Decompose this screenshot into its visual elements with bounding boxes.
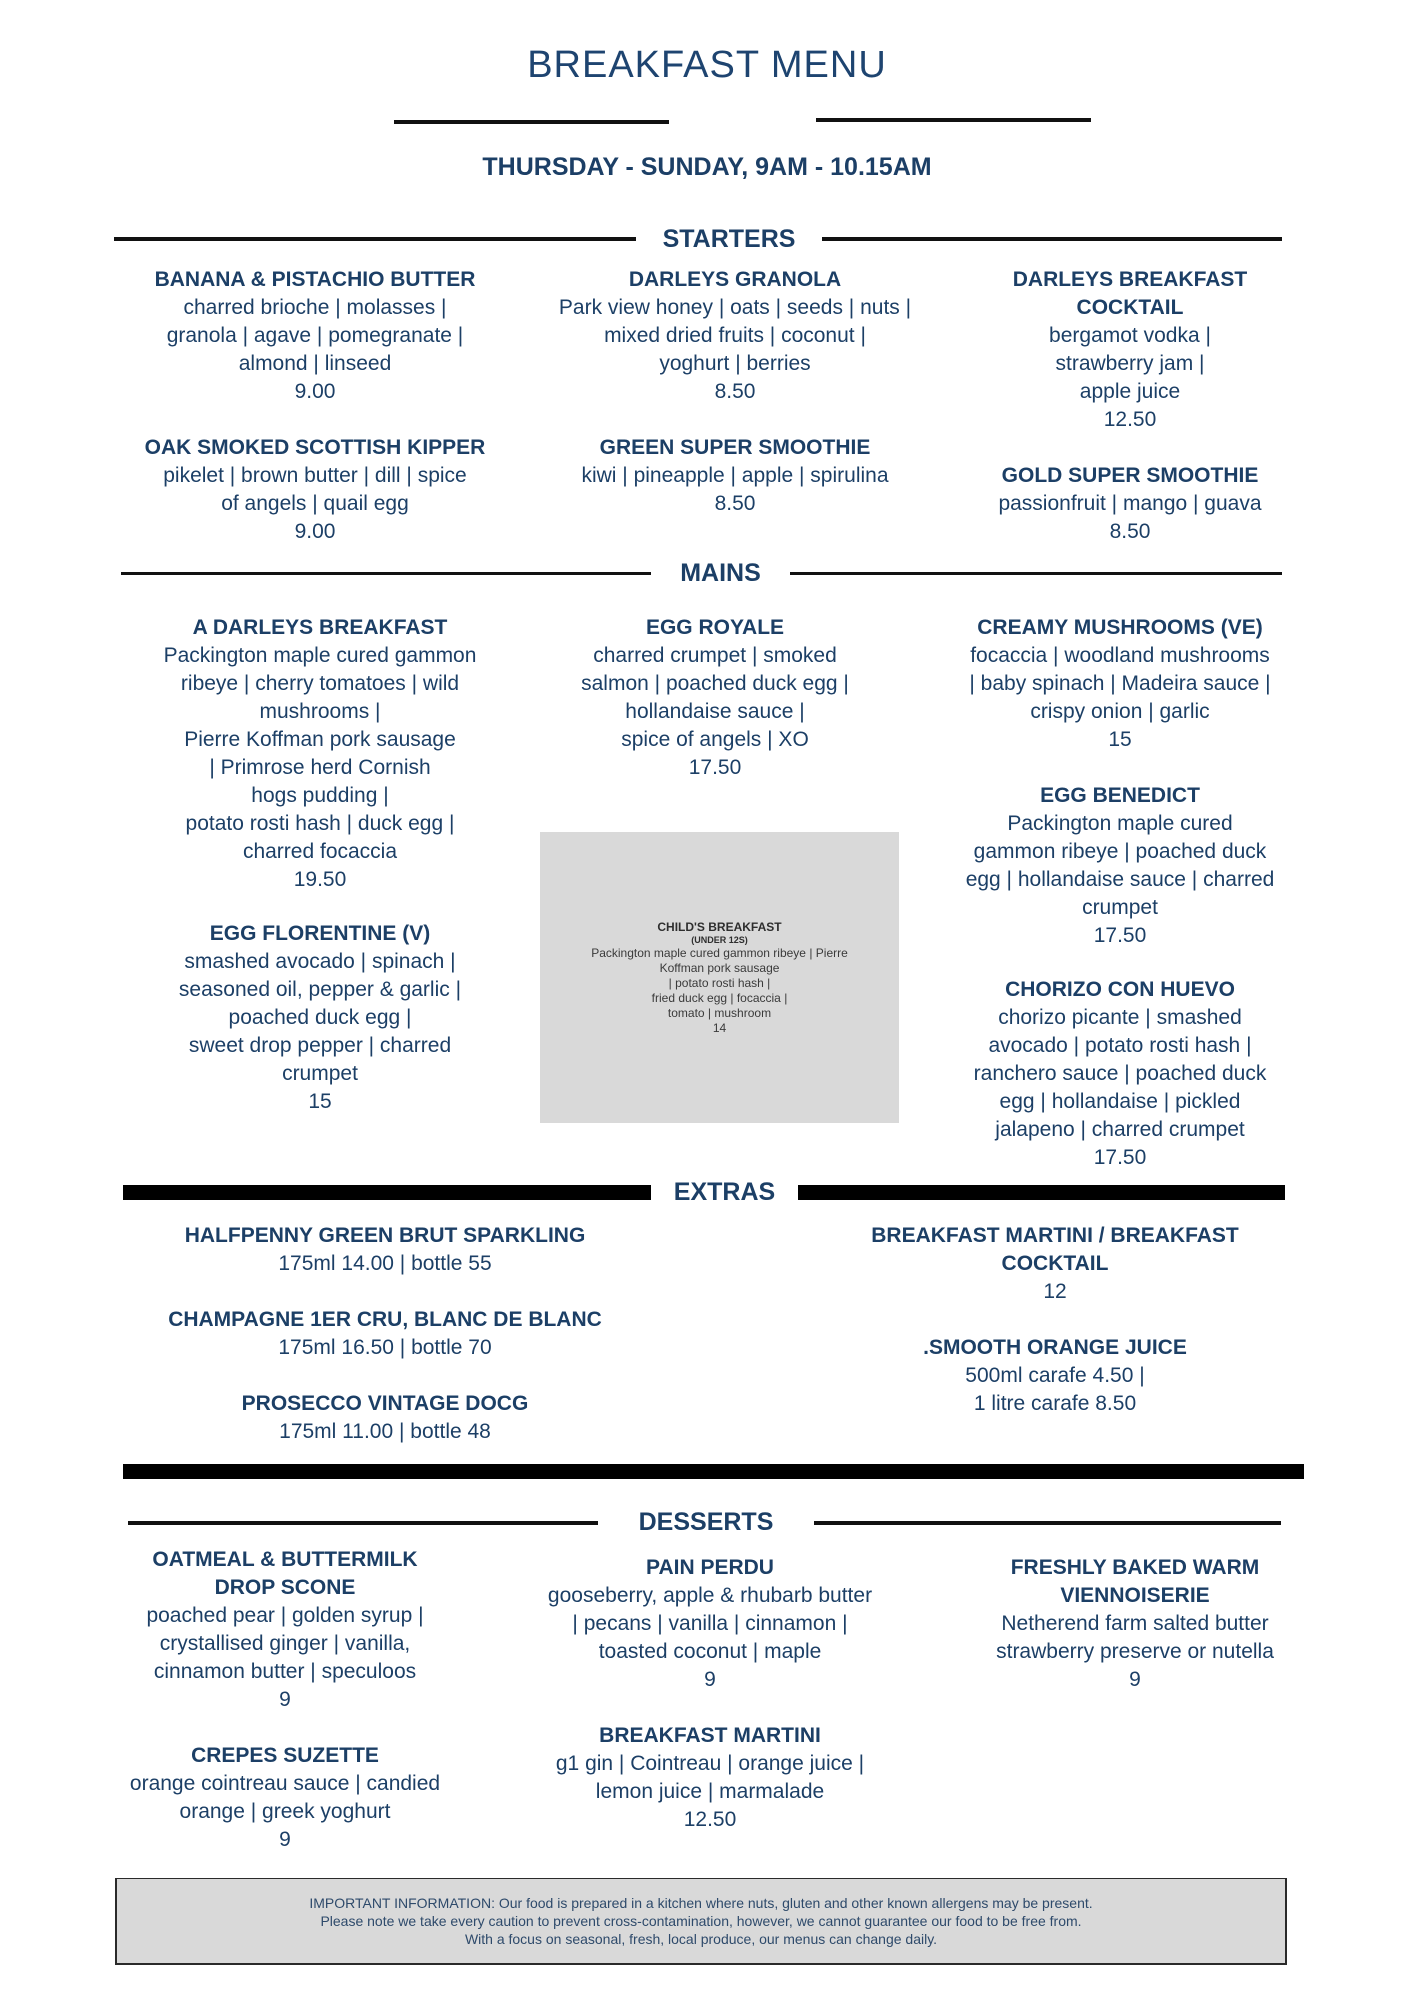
item-description: smashed avocado | spinach | seasoned oil, pepper & garlic | poached duck egg | sweet drop pepper | charred crumpet	[178, 950, 462, 1085]
menu-item	[810, 1334, 1300, 1418]
menu-item	[520, 266, 950, 406]
item-price: 17.50	[688, 756, 742, 779]
item-age-note: (UNDER 12S)	[691, 934, 748, 945]
item-description: Packington maple cured gammon ribeye | poached duck egg | hollandaise sauce | charred crumpet	[965, 812, 1275, 919]
item-name: BREAKFAST MARTINI	[599, 1724, 821, 1747]
menu-item	[915, 614, 1325, 754]
item-name: DARLEYS BREAKFAST COCKTAIL	[1012, 268, 1248, 319]
mains-rule-right	[790, 572, 1282, 575]
item-price: 15	[1108, 728, 1132, 751]
menu-item	[505, 1722, 915, 1834]
item-description: Packington maple cured gammon ribeye | cherry tomatoes | wild mushrooms | Pierre Koffman pork sausage | Primrose herd Cornish hogs pudding | potato rosti hash | duck egg | charred focaccia	[163, 644, 477, 863]
extras-bottom-rule	[123, 1464, 1304, 1479]
allergen-info-box	[115, 1878, 1287, 1965]
menu-item	[530, 614, 900, 782]
item-description: 12	[1043, 1280, 1067, 1303]
menu-item	[115, 1306, 655, 1362]
menu-item	[110, 614, 530, 894]
starters-rule-left	[114, 237, 636, 241]
childs-breakfast-box	[540, 832, 899, 1123]
desserts-rule-left	[128, 1521, 598, 1525]
item-name: .SMOOTH ORANGE JUICE	[923, 1336, 1187, 1359]
item-name: CREAMY MUSHROOMS (VE)	[977, 616, 1263, 639]
extras-rule-left	[123, 1185, 651, 1200]
item-name: PAIN PERDU	[646, 1556, 774, 1579]
menu-item	[95, 1546, 475, 1714]
item-description: Netherend farm salted butter strawberry preserve or nutella	[996, 1612, 1274, 1663]
item-price: 12.50	[683, 1808, 737, 1831]
item-name: EGG BENEDICT	[1040, 784, 1200, 807]
mains-rule-left	[121, 572, 651, 575]
item-price: 9	[1129, 1668, 1141, 1691]
menu-item	[940, 266, 1320, 434]
item-description: gooseberry, apple & rhubarb butter | pecans | vanilla | cinnamon | toasted coconut | maple	[547, 1584, 873, 1663]
item-price: 9	[279, 1688, 291, 1711]
item-description: 175ml 14.00 | bottle 55	[278, 1252, 492, 1275]
item-name: BANANA & PISTACHIO BUTTER	[154, 268, 476, 291]
item-name: DARLEYS GRANOLA	[628, 268, 842, 291]
item-name: CHAMPAGNE 1ER CRU, BLANC DE BLANC	[168, 1308, 602, 1331]
item-price: 15	[308, 1090, 332, 1113]
item-name: BREAKFAST MARTINI / BREAKFAST COCKTAIL	[871, 1224, 1239, 1275]
item-name: EGG FLORENTINE (V)	[209, 922, 431, 945]
item-name: A DARLEYS BREAKFAST	[192, 616, 448, 639]
section-heading-extras: EXTRAS	[673, 1178, 776, 1206]
title-divider-right	[816, 118, 1091, 122]
item-name: PROSECCO VINTAGE DOCG	[241, 1392, 529, 1415]
item-description: charred brioche | molasses | granola | agave | pomegranate | almond | linseed	[166, 296, 464, 375]
item-name: OATMEAL & BUTTERMILK DROP SCONE	[152, 1548, 418, 1599]
menu-item	[105, 434, 525, 546]
menu-item	[115, 1390, 655, 1446]
item-price: 17.50	[1093, 924, 1147, 947]
item-name: EGG ROYALE	[645, 616, 785, 639]
menu-item	[115, 1222, 655, 1278]
menu-item	[105, 266, 525, 406]
extras-rule-right	[798, 1185, 1285, 1200]
item-description: chorizo picante | smashed avocado | potato rosti hash | ranchero sauce | poached duck egg | hollandaise | pickled jalapeno | charred crumpet	[973, 1006, 1267, 1141]
title-divider-left	[394, 120, 669, 124]
item-name: OAK SMOKED SCOTTISH KIPPER	[144, 436, 486, 459]
menu-item	[915, 976, 1325, 1172]
item-price: 9	[704, 1668, 716, 1691]
menu-item	[85, 1742, 485, 1854]
allergen-info-line: Please note we take every caution to prevent cross-contamination, however, we cannot guarantee our food to be free from.	[320, 1913, 1082, 1929]
item-description: pikelet | brown butter | dill | spice of angels | quail egg	[163, 464, 467, 515]
item-description: charred crumpet | smoked salmon | poached duck egg | hollandaise sauce | spice of angels | XO	[581, 644, 849, 751]
item-name: FRESHLY BAKED WARM VIENNOISERIE	[1010, 1556, 1260, 1607]
allergen-info-line: IMPORTANT INFORMATION: Our food is prepared in a kitchen where nuts, gluten and other known allergens may be present.	[309, 1895, 1093, 1911]
item-description: Park view honey | oats | seeds | nuts | mixed dried fruits | coconut | yoghurt | berries	[558, 296, 912, 375]
item-price: 9	[279, 1828, 291, 1851]
item-description: kiwi | pineapple | apple | spirulina	[581, 464, 889, 487]
item-name: CREPES SUZETTE	[191, 1744, 379, 1767]
item-name: CHILD'S BREAKFAST	[657, 919, 782, 934]
item-description: bergamot vodka | strawberry jam | apple juice	[1049, 324, 1211, 403]
item-description: Packington maple cured gammon ribeye | Pierre Koffman pork sausage | potato rosti hash | fried duck egg | focaccia | tomato | mushroom	[591, 945, 848, 1020]
item-name: GREEN SUPER SMOOTHIE	[599, 436, 871, 459]
item-description: g1 gin | Cointreau | orange juice | lemon juice | marmalade	[555, 1752, 865, 1803]
item-description: focaccia | woodland mushrooms | baby spinach | Madeira sauce | crispy onion | garlic	[969, 644, 1271, 723]
menu-item	[915, 782, 1325, 950]
item-name: GOLD SUPER SMOOTHIE	[1001, 464, 1259, 487]
item-price: 12.50	[1103, 408, 1157, 431]
menu-item	[520, 434, 950, 518]
item-description: passionfruit | mango | guava	[998, 492, 1262, 515]
menu-item	[505, 1554, 915, 1694]
item-price: 9.00	[294, 520, 336, 543]
item-price: 8.50	[1109, 520, 1151, 543]
item-description: 500ml carafe 4.50 | 1 litre carafe 8.50	[965, 1364, 1145, 1415]
allergen-info-line: With a focus on seasonal, fresh, local produce, our menus can change daily.	[464, 1931, 938, 1947]
item-description: poached pear | golden syrup | crystallised ginger | vanilla, cinnamon butter | speculoos	[146, 1604, 424, 1683]
item-price: 9.00	[294, 380, 336, 403]
item-description: orange cointreau sauce | candied orange | greek yoghurt	[129, 1772, 441, 1823]
item-description: 175ml 11.00 | bottle 48	[279, 1420, 491, 1443]
section-heading-desserts: DESSERTS	[638, 1508, 774, 1536]
menu-item	[950, 1554, 1320, 1694]
item-price: 14	[712, 1020, 727, 1035]
item-price: 17.50	[1093, 1146, 1147, 1169]
service-hours: THURSDAY - SUNDAY, 9AM - 10.15AM	[482, 153, 932, 181]
item-name: HALFPENNY GREEN BRUT SPARKLING	[184, 1224, 586, 1247]
starters-rule-right	[822, 237, 1282, 241]
item-description: 175ml 16.50 | bottle 70	[278, 1336, 492, 1359]
item-price: 19.50	[293, 868, 347, 891]
menu-item	[810, 1222, 1300, 1306]
item-name: CHORIZO CON HUEVO	[1005, 978, 1235, 1001]
menu-item	[940, 462, 1320, 546]
desserts-rule-right	[814, 1521, 1281, 1525]
item-price: 8.50	[714, 492, 756, 515]
page-title: BREAKFAST MENU	[527, 44, 887, 86]
section-heading-starters: STARTERS	[662, 225, 796, 253]
menu-item	[110, 920, 530, 1116]
item-price: 8.50	[714, 380, 756, 403]
section-heading-mains: MAINS	[680, 559, 761, 587]
